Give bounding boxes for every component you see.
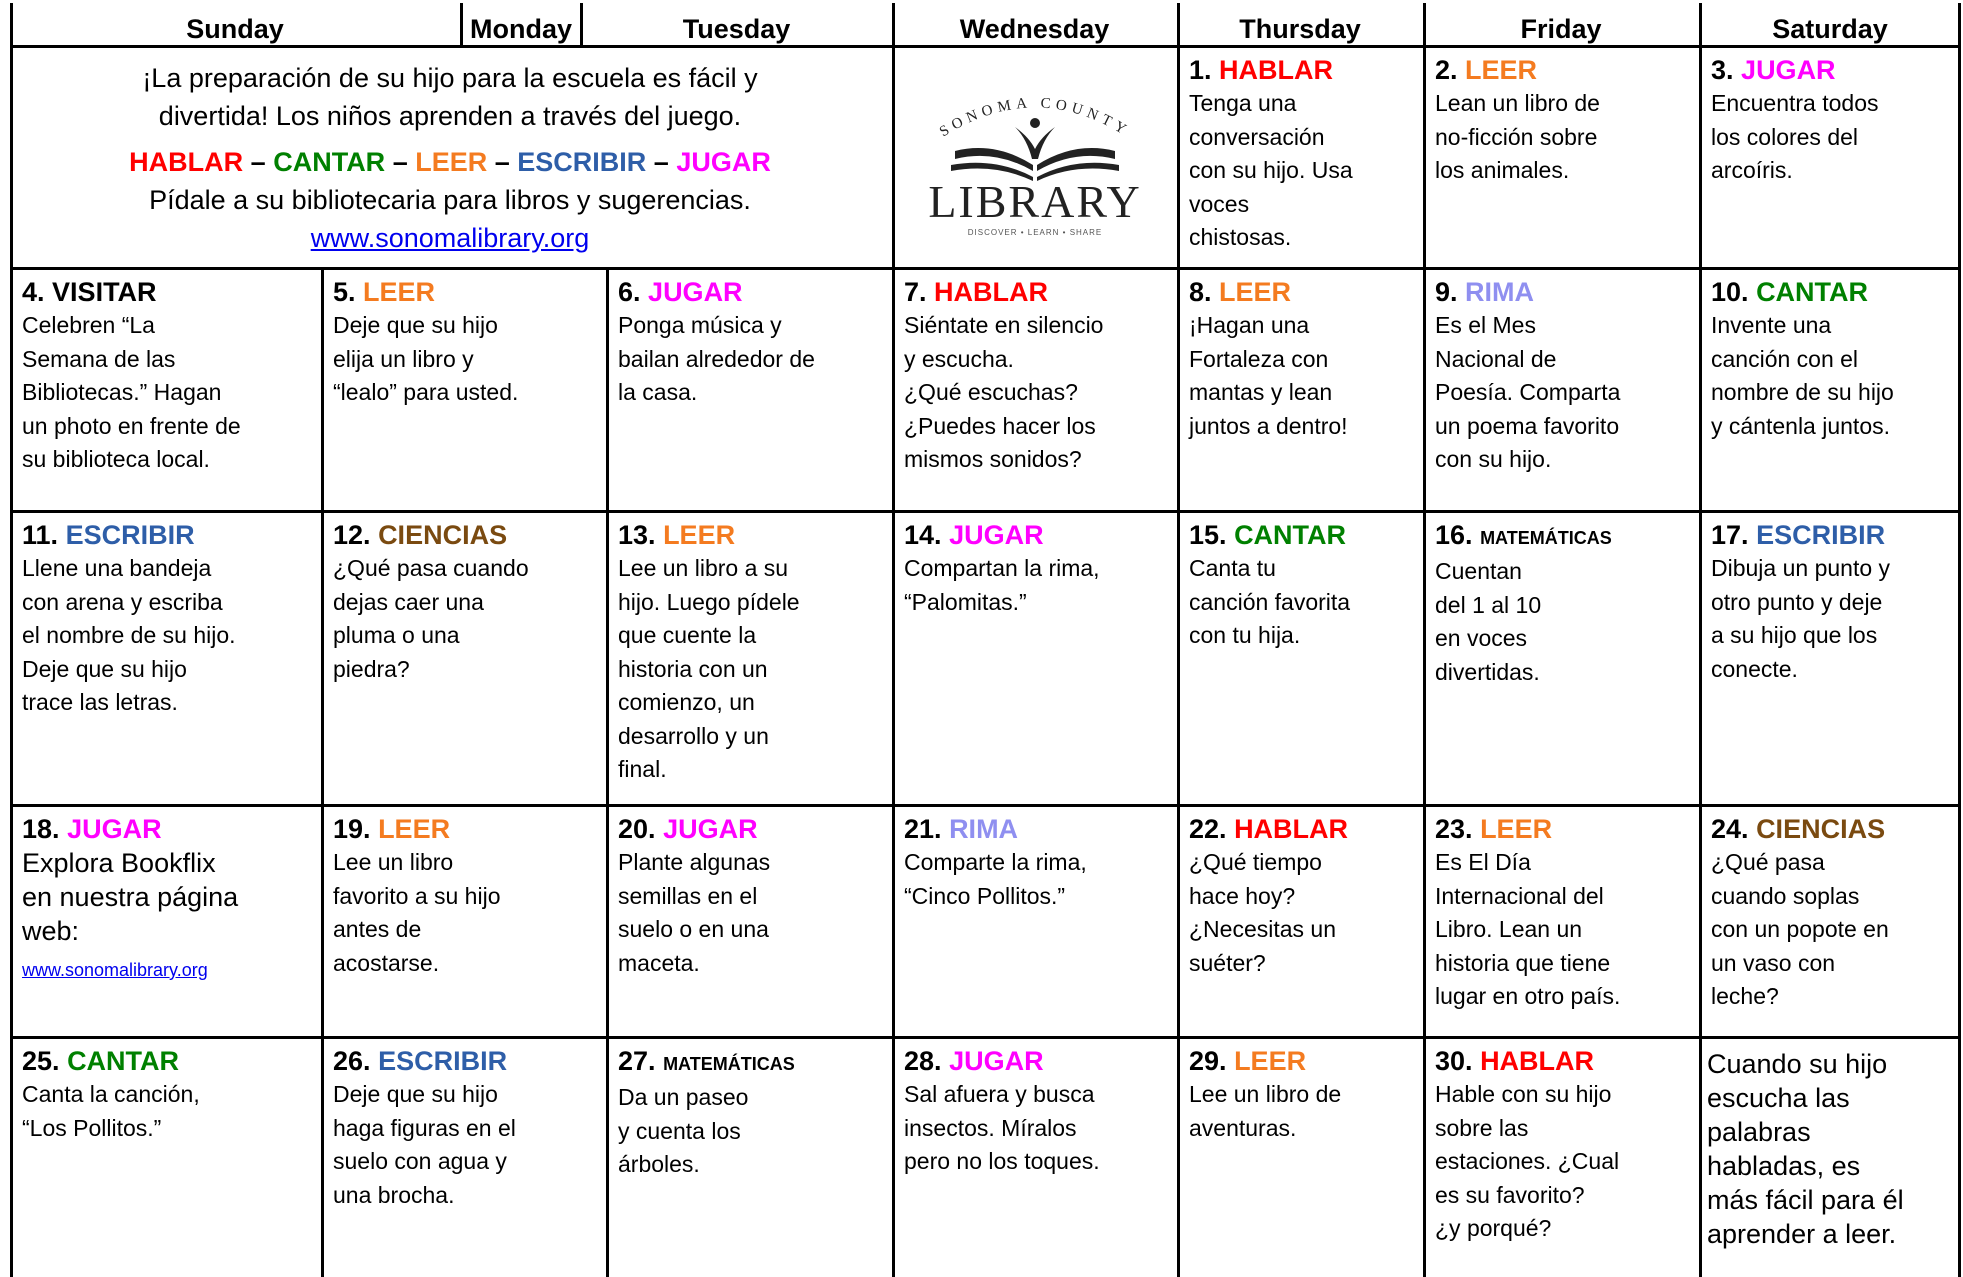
grid-line	[892, 3, 895, 1277]
activity-description: ¿Qué tiempo hace hoy? ¿Necesitas un suéter?	[1189, 849, 1337, 976]
day-title	[22, 275, 315, 309]
day-title	[618, 1044, 886, 1081]
day-title	[1189, 518, 1417, 552]
day-title	[333, 812, 600, 846]
day-cell-20	[618, 812, 886, 980]
day-title	[1435, 53, 1693, 87]
grid-line	[10, 267, 1961, 270]
activity-label: RIMA	[949, 814, 1019, 844]
day-cell-19	[333, 812, 600, 980]
library-website-link[interactable]: www.sonomalibrary.org	[22, 960, 208, 980]
day-cell-30	[1435, 1044, 1693, 1246]
activity-list	[16, 143, 884, 181]
activity-description: Ponga música y bailan alrededor de la casa.	[618, 312, 815, 405]
activity-label: CIENCIAS	[378, 520, 508, 550]
day-title	[904, 1044, 1171, 1078]
day-cell-13	[618, 518, 886, 787]
day-cell-6	[618, 275, 886, 410]
day-number: 6.	[618, 277, 641, 307]
day-number: 23.	[1435, 814, 1473, 844]
day-title	[1435, 275, 1693, 309]
day-header-thursday: Thursday	[1239, 13, 1361, 44]
activity-description: Canta la canción, “Los Pollitos.”	[22, 1081, 200, 1141]
day-number: 26.	[333, 1046, 371, 1076]
grid-line	[10, 510, 1961, 513]
day-number: 11.	[22, 520, 59, 550]
logo-top-text: SONOMA COUNTY	[936, 95, 1134, 141]
day-title	[904, 518, 1171, 552]
day-number: 25.	[22, 1046, 60, 1076]
day-cell-10	[1711, 275, 1952, 443]
activity-label: MATEMÁTICAS	[663, 1054, 795, 1074]
grid-line	[10, 45, 1961, 48]
activity-description: Plante algunas semillas en el suelo o en una maceta.	[618, 849, 771, 976]
activity-description: Comparte la rima, “Cinco Pollitos.”	[904, 849, 1087, 909]
grid-line	[580, 3, 583, 45]
day-cell-28	[904, 1044, 1171, 1179]
intro-line-3: Pídale a su bibliotecaria para libros y sugerencias.	[149, 185, 751, 215]
activity-escribir: ESCRIBIR	[517, 147, 647, 177]
day-title	[618, 275, 886, 309]
calendar	[10, 3, 1961, 1277]
day-cell-22	[1189, 812, 1417, 980]
library-website-link[interactable]: www.sonomalibrary.org	[310, 223, 590, 253]
activity-description: Da un paseo y cuenta los árboles.	[618, 1084, 749, 1177]
grid-line	[460, 3, 463, 45]
day-header-monday: Monday	[469, 13, 572, 44]
activity-label: LEER	[663, 520, 736, 550]
activity-label: LEER	[1219, 277, 1292, 307]
activity-label: CANTAR	[1234, 520, 1347, 550]
activity-label: LEER	[378, 814, 451, 844]
activity-jugar: JUGAR	[676, 147, 771, 177]
day-title	[1189, 812, 1417, 846]
grid-line	[606, 267, 609, 1277]
intro-block	[16, 59, 884, 257]
activity-label: JUGAR	[1741, 55, 1836, 85]
grid-line	[10, 1036, 1961, 1039]
day-title	[1711, 812, 1952, 846]
activity-hablar: HABLAR	[129, 147, 244, 177]
day-number: 17.	[1711, 520, 1749, 550]
activity-description: Canta tu canción favorita con tu hija.	[1189, 555, 1351, 648]
activity-description: Siéntate en silencio y escucha. ¿Qué escuchas? ¿Puedes hacer los mismos sonidos?	[904, 312, 1104, 472]
activity-label: JUGAR	[949, 520, 1044, 550]
day-cell-24	[1711, 812, 1952, 1014]
day-number: 7.	[904, 277, 927, 307]
separator: –	[646, 147, 677, 177]
day-cell-8	[1189, 275, 1417, 443]
day-title	[333, 275, 600, 309]
activity-label: HABLAR	[1234, 814, 1349, 844]
activity-description: Compartan la rima, “Palomitas.”	[904, 555, 1100, 615]
day-title	[1711, 518, 1952, 552]
day-number: 4.	[22, 277, 45, 307]
activity-label: ESCRIBIR	[1756, 520, 1886, 550]
activity-description: Lee un libro a su hijo. Luego pídele que cuente la historia con un comienzo, un desarrollo y un final.	[618, 555, 800, 782]
activity-label: RIMA	[1465, 277, 1535, 307]
day-cell-27	[618, 1044, 886, 1182]
day-number: 8.	[1189, 277, 1212, 307]
activity-label: CANTAR	[1756, 277, 1869, 307]
activity-label: LEER	[1234, 1046, 1307, 1076]
activity-label: JUGAR	[67, 814, 162, 844]
activity-description: Cuentan del 1 al 10 en voces divertidas.	[1435, 558, 1542, 685]
day-title	[904, 275, 1171, 309]
activity-label: HABLAR	[1480, 1046, 1595, 1076]
day-cell-26	[333, 1044, 600, 1212]
day-title	[618, 518, 886, 552]
day-cell-1	[1189, 53, 1417, 255]
grid-line	[1958, 3, 1961, 1277]
day-cell-18	[22, 812, 315, 988]
separator: –	[243, 147, 274, 177]
day-header-wednesday: Wednesday	[959, 13, 1110, 44]
activity-description: Celebren “La Semana de las Bibliotecas.” Hagan un photo en frente de su biblioteca local.	[22, 312, 241, 472]
activity-description: Deje que su hijo elija un libro y “lealo” para usted.	[333, 312, 519, 405]
day-cell-7	[904, 275, 1171, 477]
day-number: 30.	[1435, 1046, 1473, 1076]
day-cell-29	[1189, 1044, 1417, 1145]
day-number: 22.	[1189, 814, 1227, 844]
day-title	[333, 1044, 600, 1078]
activity-label: MATEMÁTICAS	[1480, 528, 1612, 548]
day-number: 14.	[904, 520, 942, 550]
day-header-friday: Friday	[1520, 13, 1602, 44]
day-header-sunday: Sunday	[186, 13, 284, 44]
logo-main-text: LIBRARY	[928, 176, 1142, 227]
day-cell-21	[904, 812, 1171, 913]
day-cell-11	[22, 518, 315, 720]
day-number: 10.	[1711, 277, 1749, 307]
day-number: 24.	[1711, 814, 1749, 844]
activity-description: ¿Qué pasa cuando dejas caer una pluma o una piedra?	[333, 555, 529, 682]
day-cell-25	[22, 1044, 315, 1145]
day-title	[618, 812, 886, 846]
activity-description: Invente una canción con el nombre de su hijo y cántenla juntos.	[1711, 312, 1894, 439]
logo-tagline: DISCOVER • LEARN • SHARE	[967, 228, 1103, 237]
grid-line	[10, 3, 13, 1277]
day-cell-3	[1711, 53, 1952, 188]
day-cell-16	[1435, 518, 1693, 689]
day-number: 2.	[1435, 55, 1458, 85]
activity-description: ¡Hagan una Fortaleza con mantas y lean juntos a dentro!	[1189, 312, 1348, 439]
day-title	[1189, 53, 1417, 87]
activity-label: ESCRIBIR	[378, 1046, 508, 1076]
day-number: 13.	[618, 520, 656, 550]
day-title	[333, 518, 600, 552]
day-header-saturday: Saturday	[1772, 13, 1888, 44]
intro-line-2: divertida! Los niños aprenden a través del juego.	[158, 101, 742, 131]
activity-description: Deje que su hijo haga figuras en el suelo con agua y una brocha.	[333, 1081, 516, 1208]
activity-description: Sal afuera y busca insectos. Míralos pero no los toques.	[904, 1081, 1100, 1174]
activity-label: CANTAR	[67, 1046, 180, 1076]
day-number: 28.	[904, 1046, 942, 1076]
day-number: 9.	[1435, 277, 1458, 307]
day-title	[1189, 275, 1417, 309]
grid-line	[10, 804, 1961, 807]
day-cell-9	[1435, 275, 1693, 477]
activity-description: Hable con su hijo sobre las estaciones. ¿Cual es su favorito? ¿y porqué?	[1435, 1081, 1620, 1241]
grid-line	[1699, 3, 1702, 1277]
activity-description: Dibuja un punto y otro punto y deje a su hijo que los conecte.	[1711, 555, 1891, 682]
logo-figure-icon	[951, 118, 1119, 181]
activity-label: CIENCIAS	[1756, 814, 1886, 844]
activity-label: HABLAR	[1219, 55, 1334, 85]
library-logo	[915, 79, 1155, 239]
day-number: 19.	[333, 814, 371, 844]
activity-description: Explora Bookflix en nuestra página web:	[22, 848, 239, 946]
day-title	[22, 1044, 315, 1078]
day-cell-2	[1435, 53, 1693, 188]
activity-leer: LEER	[415, 147, 488, 177]
intro-line-1: ¡La preparación de su hijo para la escuela es fácil y	[142, 63, 758, 93]
day-cell-12	[333, 518, 600, 686]
day-title	[904, 812, 1171, 846]
day-number: 16.	[1435, 520, 1473, 550]
day-title	[22, 518, 315, 552]
closing-note	[1707, 1047, 1957, 1251]
activity-label: LEER	[1480, 814, 1553, 844]
activity-description: Es el Mes Nacional de Poesía. Comparta un poema favorito con su hijo.	[1435, 312, 1621, 472]
activity-description: Tenga una conversación con su hijo. Usa voces chistosas.	[1189, 90, 1353, 250]
day-number: 20.	[618, 814, 656, 844]
activity-label: JUGAR	[648, 277, 743, 307]
day-number: 18.	[22, 814, 60, 844]
day-title	[1711, 275, 1952, 309]
day-title	[1435, 812, 1693, 846]
day-header-tuesday: Tuesday	[682, 13, 791, 44]
day-title	[22, 812, 315, 846]
day-cell-4	[22, 275, 315, 477]
activity-description: Lee un libro favorito a su hijo antes de acostarse.	[333, 849, 501, 976]
day-number: 1.	[1189, 55, 1212, 85]
day-title	[1435, 518, 1693, 555]
day-number: 21.	[904, 814, 942, 844]
day-cell-17	[1711, 518, 1952, 686]
day-title	[1711, 53, 1952, 87]
activity-description: Llene una bandeja con arena y escriba el nombre de su hijo. Deje que su hijo trace las letras.	[22, 555, 236, 715]
day-title	[1435, 1044, 1693, 1078]
activity-cantar: CANTAR	[273, 147, 386, 177]
separator: –	[385, 147, 416, 177]
activity-description: Encuentra todos los colores del arcoíris.	[1711, 90, 1879, 183]
day-number: 3.	[1711, 55, 1734, 85]
day-cell-5	[333, 275, 600, 410]
day-cell-23	[1435, 812, 1693, 1014]
day-number: 15.	[1189, 520, 1227, 550]
day-number: 27.	[618, 1046, 656, 1076]
activity-label: LEER	[363, 277, 436, 307]
day-cell-15	[1189, 518, 1417, 653]
grid-line	[1423, 3, 1426, 1277]
day-title	[1189, 1044, 1417, 1078]
day-number: 12.	[333, 520, 371, 550]
activity-label: JUGAR	[949, 1046, 1044, 1076]
day-cell-14	[904, 518, 1171, 619]
activity-description: ¿Qué pasa cuando soplas con un popote en un vaso con leche?	[1711, 849, 1889, 1009]
activity-description: Es El Día Internacional del Libro. Lean un historia que tiene lugar en otro país.	[1435, 849, 1621, 1009]
activity-description: Lean un libro de no-ficción sobre los animales.	[1435, 90, 1600, 183]
activity-label: ESCRIBIR	[65, 520, 195, 550]
activity-label: VISITAR	[52, 277, 157, 307]
activity-label: HABLAR	[934, 277, 1049, 307]
activity-label: LEER	[1465, 55, 1538, 85]
activity-description: Lee un libro de aventuras.	[1189, 1081, 1342, 1141]
day-number: 29.	[1189, 1046, 1227, 1076]
closing-note-text: Cuando su hijo escucha las palabras habladas, es más fácil para él aprender a leer.	[1707, 1049, 1904, 1249]
grid-line	[321, 267, 324, 1277]
day-number: 5.	[333, 277, 356, 307]
separator: –	[487, 147, 518, 177]
activity-label: JUGAR	[663, 814, 758, 844]
grid-line	[1177, 3, 1180, 1277]
